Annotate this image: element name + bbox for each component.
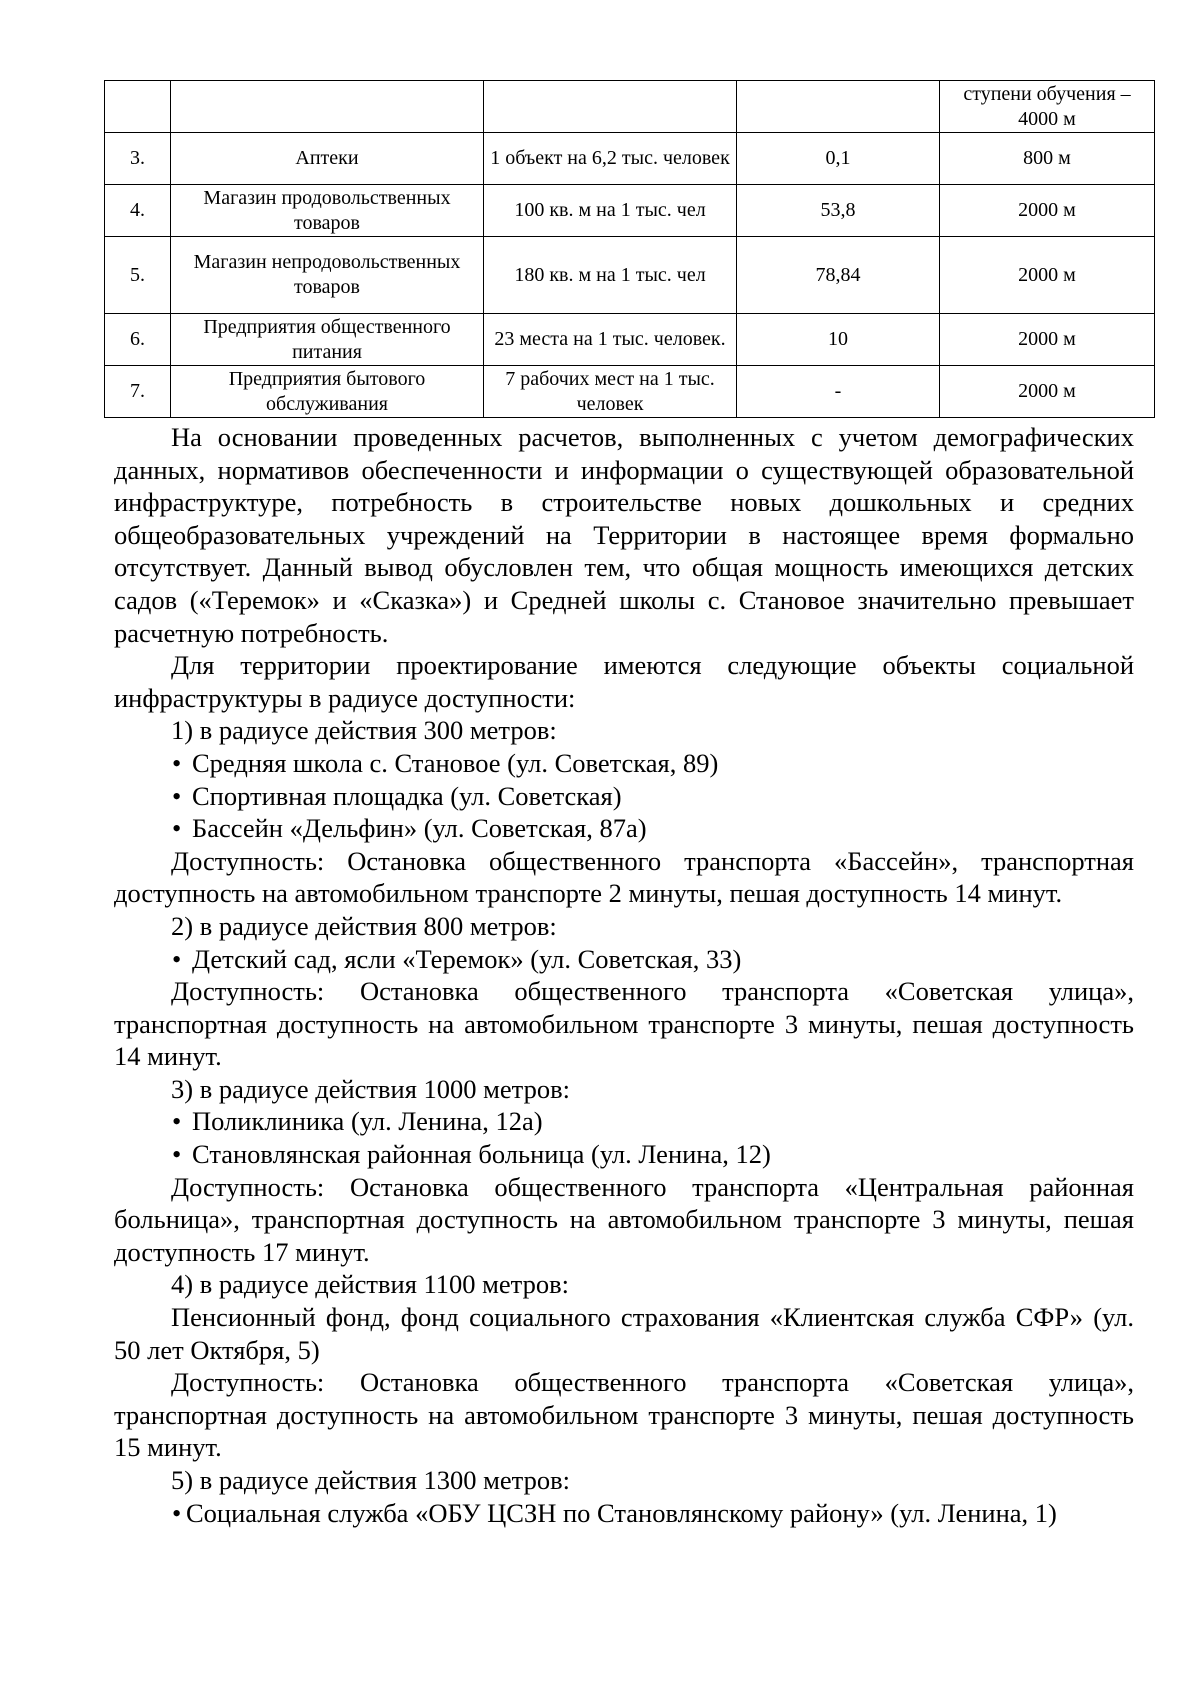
list-item-text: Социальная служба «ОБУ ЦСЗН по Становлянскому району» (ул. Ленина, 1) [186,1497,1057,1528]
radius-800-heading: 2) в радиусе действия 800 метров: [171,910,557,941]
radius-cell: 800 м [940,133,1155,185]
bullet-icon: • [172,1139,182,1170]
radius-1000-heading: 3) в радиусе действия 1000 метров: [171,1073,570,1104]
list-item [114,1105,1134,1138]
norm-cell: 7 рабочих мест на 1 тыс. человек [484,366,737,418]
access-paragraph: Доступность: Остановка общественного транспорта «Бассейн», транспортная доступность на автомобильном транспорте 2 минуты, пешая доступность 14 минут. [114,845,1134,909]
norm-cell: 23 места на 1 тыс. человек. [484,314,737,366]
bullet-icon: • [172,747,182,778]
table-row [105,237,1155,314]
row-number-cell: 7. [105,366,171,418]
radius-1300-heading: 5) в радиусе действия 1300 метров: [171,1465,570,1495]
list-item [114,943,1134,976]
facility-name-cell [171,81,484,133]
norm-cell [484,81,737,133]
radius-cell: 2000 м [940,185,1155,237]
radius-cell: 2000 м [940,314,1155,366]
list-item [114,1138,1134,1171]
value-cell [737,81,940,133]
facility-name-cell: Предприятия общественного питания [171,314,484,366]
bullet-icon: • [172,1106,182,1137]
list-item [114,812,1134,845]
table-row [105,133,1155,185]
norm-cell: 180 кв. м на 1 тыс. чел [484,237,737,314]
table-row [105,185,1155,237]
row-number-cell: 6. [105,314,171,366]
facility-name-cell: Предприятия бытового обслуживания [171,366,484,418]
row-number-cell: 5. [105,237,171,314]
facility-name-cell: Аптеки [171,133,484,185]
norm-cell: 100 кв. м на 1 тыс. чел [484,185,737,237]
value-cell: 10 [737,314,940,366]
list-item-text: Пенсионный фонд, фонд социального страхования «Клиентская служба СФР» (ул. 50 лет Октября, 5) [114,1302,1134,1365]
list-item-text: Бассейн «Дельфин» (ул. Советская, 87а) [192,813,647,844]
conclusion-paragraph: На основании проведенных расчетов, выполненных с учетом демографических данных, нормативов обеспеченности и информации о существующей образовательной инфраструктуре, потребность в строительстве новых дошкольных и средних общеобразовательных учреждений на Территории в настоящее время формально отсутствует. Данный вывод обусловлен тем, что общая мощность имеющихся детских садов («Теремок» и «Сказка») и Средней школы с. Становое значительно превышает расчетную потребность. [114,422,1134,648]
list-item-text: Детский сад, ясли «Теремок» (ул. Советская, 33) [192,943,742,974]
list-item-text: Средняя школа с. Становое (ул. Советская, 89) [192,747,719,778]
access-paragraph: Доступность: Остановка общественного транспорта «Центральная районная больница», транспортная доступность на автомобильном транспорте 3 минуты, пешая доступность 17 минут. [114,1171,1134,1267]
table-row [105,314,1155,366]
list-item-text: Поликлиника (ул. Ленина, 12а) [192,1106,543,1137]
list-item-text: Спортивная площадка (ул. Советская) [192,780,622,811]
table-row [105,366,1155,418]
bullet-icon: • [172,1497,182,1528]
norm-cell: 1 объект на 6,2 тыс. человек [484,133,737,185]
table-row [105,81,1155,133]
value-cell: 0,1 [737,133,940,185]
body-text [114,421,1134,1529]
value-cell: 53,8 [737,185,940,237]
value-cell: - [737,366,940,418]
intro-paragraph: Для территории проектирование имеются следующие объекты социальной инфраструктуры в радиусе доступности: [114,650,1134,713]
list-item [114,1497,1134,1530]
bullet-icon: • [172,780,182,811]
bullet-icon: • [172,943,182,974]
radius-cell: ступени обучения – 4000 м [940,81,1155,133]
radius-300-heading: 1) в радиусе действия 300 метров: [171,715,557,746]
radius-cell: 2000 м [940,366,1155,418]
list-item [114,747,1134,780]
list-item-text: Становлянская районная больница (ул. Ленина, 12) [192,1139,771,1170]
access-paragraph: Доступность: Остановка общественного транспорта «Советская улица», транспортная доступность на автомобильном транспорте 3 минуты, пешая доступность 14 минут. [114,976,1134,1072]
row-number-cell [105,81,171,133]
facility-name-cell: Магазин продовольственных товаров [171,185,484,237]
bullet-icon: • [172,813,182,844]
facility-name-cell: Магазин непродовольственных товаров [171,237,484,314]
radius-cell: 2000 м [940,237,1155,314]
list-item [114,780,1134,813]
access-paragraph: Доступность: Остановка общественного транспорта «Советская улица», транспортная доступность на автомобильном транспорте 3 минуты, пешая доступность 15 минут. [114,1367,1134,1463]
row-number-cell: 4. [105,185,171,237]
row-number-cell: 3. [105,133,171,185]
facilities-table [104,80,1155,418]
value-cell: 78,84 [737,237,940,314]
radius-1100-heading: 4) в радиусе действия 1100 метров: [171,1269,569,1300]
